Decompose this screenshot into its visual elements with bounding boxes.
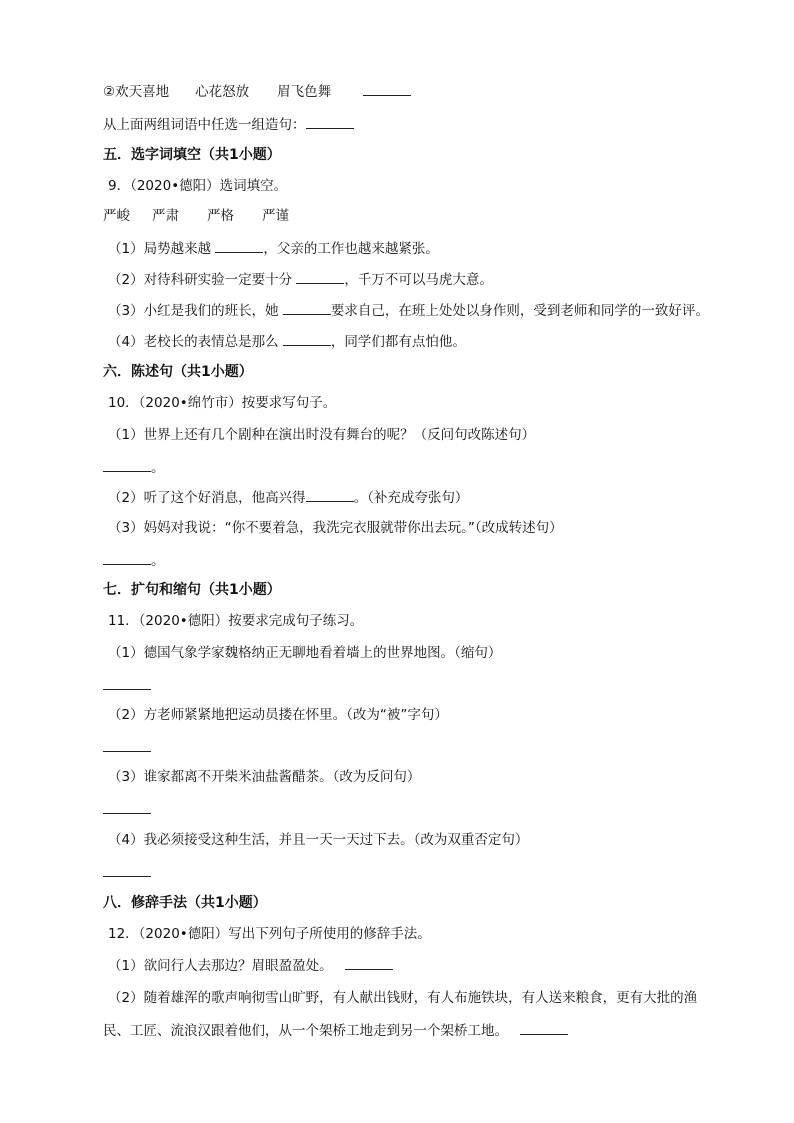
q9-sentence-4: [108, 331, 466, 351]
answer-blank[interactable]: [306, 487, 354, 502]
answer-blank[interactable]: [520, 1020, 568, 1035]
answer-blank[interactable]: [306, 114, 354, 129]
q9-word-bank: [103, 206, 289, 226]
q12-stem: 12．（2020•德阳）写出下列句子所使用的修辞手法。: [108, 926, 431, 942]
q10-answer-3: [103, 550, 165, 570]
idiom-prompt: [103, 114, 354, 134]
q11-sentence-1: （1）德国气象学家魏格纳正无聊地看着墙上的世界地图。（缩句）: [108, 645, 502, 661]
q10-stem: 10．（2020•绵竹市）按要求写句子。: [108, 395, 337, 411]
answer-blank[interactable]: [103, 737, 151, 752]
q11-answer-3: [103, 799, 151, 819]
answer-blank[interactable]: [103, 799, 151, 814]
q9-s4-post: ，同学们都有点怕他。: [330, 334, 466, 350]
q10-sentence-2: [108, 487, 468, 507]
q10-sentence-3: （3）妈妈对我说：“你不要着急，我洗完衣服就带你出去玩。”（改成转述句）: [108, 520, 563, 536]
q11-sentence-3: （3）谁家都离不开柴米油盐酱醋茶。（改为反问句）: [108, 769, 421, 785]
idiom-c: 眉飞色舞: [277, 84, 332, 100]
q11-sentence-2: （2）方老师紧紧地把运动员搂在怀里。（改为“被”字句）: [108, 707, 448, 723]
q9-s1-pre: （1）局势越来越: [108, 241, 216, 257]
q10-answer-1: [103, 457, 165, 477]
idiom-prompt-text: 从上面两组词语中任选一组造句：: [103, 117, 306, 133]
answer-blank[interactable]: [103, 550, 151, 565]
answer-blank[interactable]: [283, 300, 331, 315]
q9-s4-pre: （4）老校长的表情总是那么: [108, 334, 283, 350]
section-5-heading: 五．选字词填空（共1小题）: [103, 147, 281, 163]
q11-answer-4: [103, 862, 151, 882]
answer-blank[interactable]: [345, 955, 393, 970]
answer-blank[interactable]: [103, 675, 151, 690]
section-8-heading: 八．修辞手法（共1小题）: [103, 895, 267, 911]
q12-sentence-2a: （2）随着雄浑的歌声响彻雪山旷野，有人献出钱财，有人布施铁块，有人送来粮食，更有大批的渔: [108, 990, 698, 1006]
q9-s2-pre: （2）对待科研实验一定要十分: [108, 272, 297, 288]
q12-sentence-2b: [103, 1020, 568, 1040]
q11-answer-1: [103, 675, 151, 695]
q11-stem: 11．（2020•德阳）按要求完成句子练习。: [108, 613, 364, 629]
q10-end-3: 。: [151, 553, 165, 569]
q9-sentence-1: [108, 238, 439, 258]
q12-s1-text: （1）欲问行人去那边？眉眼盈盈处。: [108, 958, 333, 974]
q10-sentence-1: （1）世界上还有几个剧种在演出时没有舞台的呢？（反问句改陈述句）: [108, 427, 536, 443]
q9-s2-post: ，千万不可以马虎大意。: [344, 272, 493, 288]
idiom-line-2: [103, 81, 411, 101]
idiom-a: ②欢天喜地: [103, 84, 170, 100]
q12-sentence-1: [108, 955, 393, 975]
q9-stem: 9．（2020•德阳）选词填空。: [108, 178, 288, 194]
answer-blank[interactable]: [283, 331, 331, 346]
q9-sentence-2: [108, 269, 493, 289]
word-4: 严谨: [262, 208, 289, 224]
answer-blank[interactable]: [103, 457, 151, 472]
q10-s2-post: 。（补充成夸张句）: [353, 490, 469, 506]
answer-blank[interactable]: [363, 81, 411, 96]
q12-s2b-text: 民、工匠、流浪汉跟着他们，从一个架桥工地走到另一个架桥工地。: [103, 1023, 508, 1039]
word-3: 严格: [207, 208, 234, 224]
word-2: 严肃: [152, 208, 179, 224]
q11-answer-2: [103, 737, 151, 757]
q11-sentence-4: （4）我必须接受这种生活，并且一天一天过下去。（改为双重否定句）: [108, 832, 529, 848]
q9-sentence-3: [108, 300, 709, 320]
q9-s3-post: 要求自己，在班上处处以身作则，受到老师和同学的一致好评。: [330, 303, 709, 319]
section-6-heading: 六．陈述句（共1小题）: [103, 364, 253, 380]
answer-blank[interactable]: [215, 238, 263, 253]
idiom-b: 心花怒放: [195, 84, 250, 100]
q9-s3-pre: （3）小红是我们的班长，她: [108, 303, 283, 319]
q10-s2-pre: （2）听了这个好消息，他高兴得: [108, 490, 306, 506]
answer-blank[interactable]: [103, 862, 151, 877]
word-1: 严峻: [103, 208, 130, 224]
section-7-heading: 七．扩句和缩句（共1小题）: [103, 582, 281, 598]
q9-s1-post: ，父亲的工作也越来越紧张。: [263, 241, 439, 257]
q10-end-1: 。: [151, 460, 165, 476]
answer-blank[interactable]: [296, 269, 344, 284]
